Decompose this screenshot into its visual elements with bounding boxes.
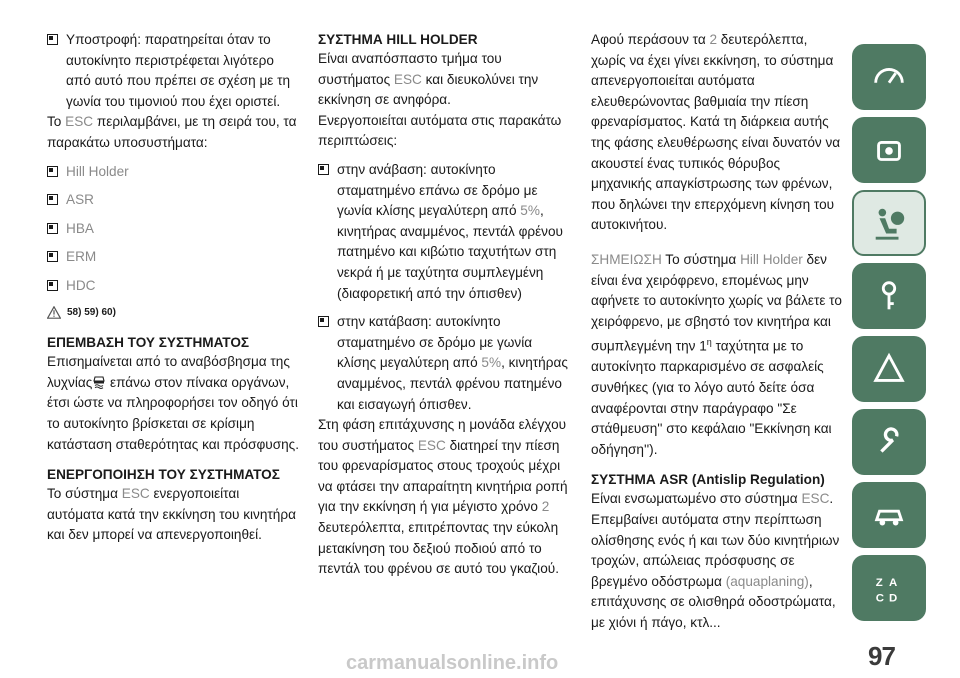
dashboard-icon: [870, 58, 908, 96]
note-paragraph: ΣΗΜΕΙΩΣΗ Το σύστημα Hill Holder δεν είναι ένα χειρόφρενο, επομένως μην αφήνετε το αυτοκίνητο χωρίς να βάλετε το χειρόφρενο, με σβηστό τον κινητήρα και συμπλεγμένη την $1^\eta$ ταχύτητα με το αυτοκίνητο παρκαρισμένο σε ασφαλείς συνθήκες (για το λόγο αυτό δείτε όσα αναφέρονται στην παράγραφο "Σε στάθμευση'' στο κεφάλαιο "Εκκίνηση και οδήγηση'').: [591, 251, 842, 457]
list-item: στην κατάβαση: αυτοκίνητο σταματημένο σε δρόμο με γωνία κλίσης μεγαλύτερη από 5%, κινητήρας αναμμένος, πεντάλ φρένου πατημένο και εισαγωγή όπισθεν.: [318, 312, 570, 415]
bullet-icon: [47, 194, 58, 205]
bullet-icon: [47, 223, 58, 234]
column-1: [47, 30, 299, 546]
paragraph: Στη φάση επιτάχυνσης η μονάδα ελέγχου του συστήματος ESC διατηρεί την πίεση του φρεναρίσματος στους τροχούς μέχρι να φτάσει την απαραίτητη κινητήρια ροπή για την εκκίνηση ή για μέγιστο χρόνο 2 δευτερόλεπτα, επιτρέποντας την εύκολη μετακίνηση του δεξιού ποδιού από το πεντάλ του φρένου σε αυτό του γκαζιού.: [318, 417, 568, 577]
list-item: HBA: [47, 219, 299, 240]
chapter-sidebar: [852, 44, 960, 678]
paragraph: Ενεργοποιείται αυτόματα στις παρακάτω περιπτώσεις:: [318, 112, 562, 149]
alphabet-index-icon: [870, 569, 908, 607]
paragraph: Αφού περάσουν τα 2 δευτερόλεπτα, χωρίς να έχει γίνει εκκίνηση, το σύστημα απενεργοποιείται αυτόματα ελευθερώνοντας βαθμιαία την πίεση φρεναρίσματος. Κατά τη διάρκεια αυτής της φάσης ελευθέρωσης είναι δυνατόν να ακουστεί ένας τυπικός θόρυβος μηχανικής απαγκίστρωσης των φρένων, που δηλώνει την επερχόμενη κίνηση του αυτοκινήτου.: [591, 32, 841, 233]
bullet-icon: [47, 280, 58, 291]
warning-references[interactable]: 58) 59) 60): [47, 303, 299, 324]
column-2: [318, 30, 570, 580]
car-icon: [870, 496, 908, 534]
tab-dashboard[interactable]: [852, 44, 926, 110]
page-number: 97: [868, 641, 895, 671]
esc-warning-light-icon: [92, 375, 106, 389]
paragraph: Επισημαίνεται από το αναβόσβησμα της λυχνίας επάνω στον πίνακα οργάνων, έτσι ώστε να πληροφορήσει τον οδηγό ότι το αυτοκίνητο βρίσκεται σε κρίσιμη κατάσταση σταθερότητας και πρόσφυσης.: [47, 354, 299, 452]
tab-maintenance[interactable]: [852, 409, 926, 475]
tab-driving[interactable]: [852, 263, 926, 329]
section-heading: ΣΥΣΤΗΜΑ HILL HOLDER: [318, 32, 478, 47]
svg-text:Z: Z: [875, 577, 883, 590]
svg-text:D: D: [889, 592, 898, 605]
list-item: στην ανάβαση: αυτοκίνητο σταματημένο επάνω σε δρόμο με γωνία κλίσης μεγαλύτερη από 5%, κινητήρας αναμμένος, πεντάλ φρένου πατημένο και κιβώτιο ταχυτήτων στη νεκρά ή με ταχύτητα συμπλεγμένη (διαφορετική από την όπισθεν): [318, 160, 570, 304]
section-heading: ΕΝΕΡΓΟΠΟΙΗΣΗ ΤΟΥ ΣΥΣΤΗΜΑΤΟΣ: [47, 467, 280, 483]
svg-text:A: A: [889, 577, 898, 590]
paragraph: Είναι αναπόσπαστο τμήμα του συστήματος ESC και διευκολύνει την εκκίνηση σε ανηφόρα.: [318, 51, 539, 108]
bullet-icon: [318, 316, 329, 327]
list-item: ASR: [47, 190, 299, 211]
list-item: ERM: [47, 247, 299, 268]
bullet-icon: [47, 34, 58, 45]
list-item: [47, 30, 299, 112]
section-heading: ΣΥΣΤΗΜΑ ASR (Antislip Regulation): [591, 472, 825, 488]
column-3: [591, 30, 844, 634]
list-item: HDC: [47, 276, 299, 297]
section-heading: ΕΠΕΜΒΑΣΗ ΤΟΥ ΣΥΣΤΗΜΑΤΟΣ: [47, 335, 250, 351]
controls-icon: [870, 131, 908, 169]
paragraph: Είναι ενσωματωμένο στο σύστημα ESC. Επεμβαίνει αυτόματα στην περίπτωση ολίσθησης ενός ή και των δύο κινητήριων τροχών, απώλειας πρόσφυσης σε βρεγμένο οδόστρωμα (aquaplaning), επιτάχυνσης σε ολισθηρά οδοστρώματα, με χιόνι ή πάγο, κτλ...: [591, 491, 840, 630]
warning-triangle-icon: [870, 350, 908, 388]
key-icon: [870, 277, 908, 315]
paragraph: Το ESC περιλαμβάνει, με τη σειρά του, τα παρακάτω υποσυστήματα:: [47, 114, 297, 150]
bullet-icon: [47, 251, 58, 262]
airbag-passenger-icon: [870, 204, 908, 242]
tab-safety[interactable]: [852, 190, 926, 256]
watermark: carmanualsonline.info: [346, 652, 559, 674]
bullet-icon: [47, 166, 58, 177]
tab-index[interactable]: [852, 555, 926, 621]
wrench-icon: [870, 423, 908, 461]
list-item: Hill Holder: [47, 162, 299, 183]
paragraph: Το σύστημα ESC ενεργοποιείται αυτόματα κατά την εκκίνηση του κινητήρα και δεν μπορεί να απενεργοποιηθεί.: [47, 486, 296, 543]
bullet-icon: [318, 164, 329, 175]
warning-triangle-icon: [47, 306, 61, 319]
tab-emergency[interactable]: [852, 336, 926, 402]
tab-controls[interactable]: [852, 117, 926, 183]
list-item-text: Υποστροφή: παρατηρείται όταν το αυτοκίνητο περιστρέφεται λιγότερο από αυτό που πρέπει σε σχέση με τη γωνία του τιμονιού που έχει οριστεί.: [66, 32, 291, 109]
svg-text:C: C: [875, 592, 884, 605]
tab-technical[interactable]: [852, 482, 926, 548]
